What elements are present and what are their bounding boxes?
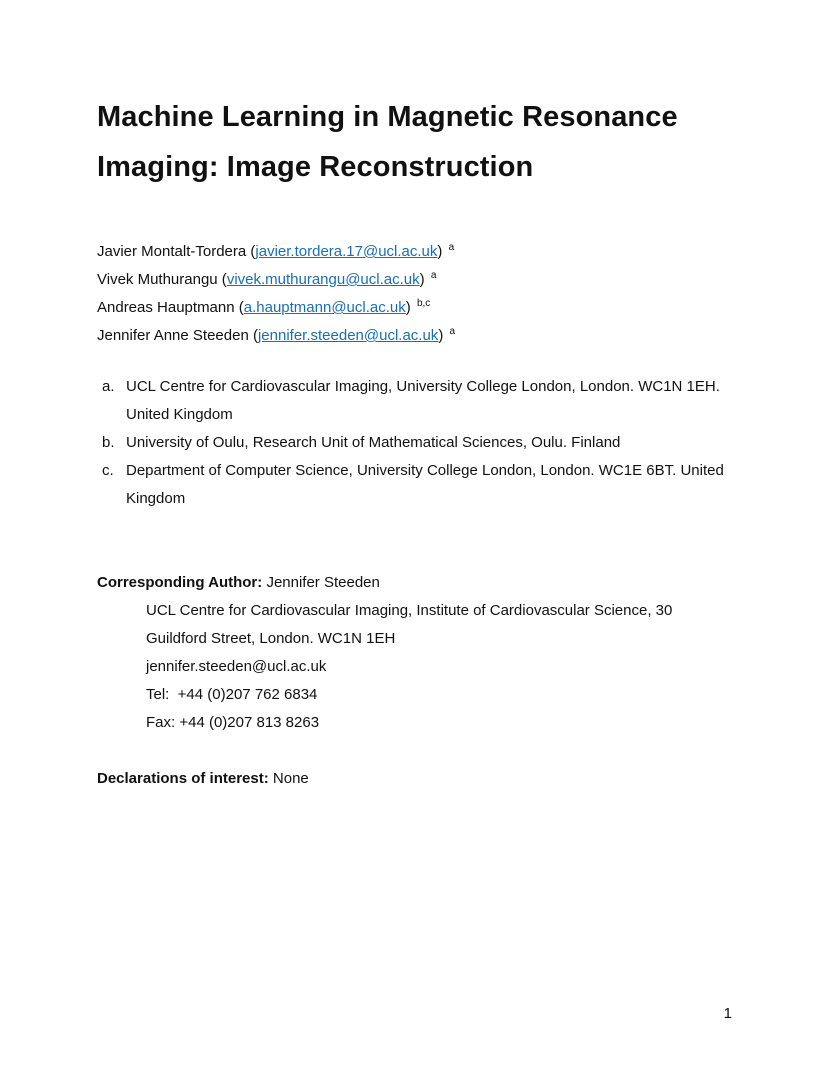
affiliation-text: UCL Centre for Cardiovascular Imaging, University College London, London. WC1N 1EH. United Kingdom bbox=[126, 378, 720, 423]
author-affiliation-marker: a bbox=[430, 270, 437, 281]
author-line: Vivek Muthurangu (vivek.muthurangu@ucl.ac.uk) $^a$ bbox=[97, 270, 437, 288]
declarations-label: Declarations of interest: bbox=[97, 770, 269, 787]
author-line: Jennifer Anne Steeden (jennifer.steeden@ucl.ac.uk) $^a$ bbox=[97, 326, 456, 344]
affiliation-text: Department of Computer Science, University College London, London. WC1E 6BT. United Kingdom bbox=[126, 462, 724, 507]
author-email-link[interactable]: a.hauptmann@ucl.ac.uk bbox=[243, 299, 406, 316]
corresponding-author-tel: Tel: +44 (0)207 762 6834 bbox=[146, 686, 318, 703]
corresponding-author-label: Corresponding Author: bbox=[97, 574, 263, 591]
affiliation-text: University of Oulu, Research Unit of Mathematical Sciences, Oulu. Finland bbox=[126, 434, 621, 451]
author-line: Javier Montalt-Tordera (javier.tordera.17@ucl.ac.uk) $^a$ bbox=[97, 242, 455, 260]
declarations-value: None bbox=[272, 770, 309, 787]
author-name: Vivek Muthurangu bbox=[97, 271, 218, 288]
affiliation-letter: b. bbox=[102, 434, 115, 451]
author-name: Jennifer Anne Steeden bbox=[97, 327, 249, 344]
affiliation-item bbox=[97, 373, 737, 429]
page-number: 1 bbox=[723, 1005, 732, 1022]
author-affiliation-marker: a bbox=[449, 326, 456, 337]
corresponding-author-address: UCL Centre for Cardiovascular Imaging, Institute of Cardiovascular Science, 30 Guildford Street, London. WC1N 1EH bbox=[146, 602, 673, 647]
author-list bbox=[97, 234, 455, 346]
author-affiliation-marker: b,c bbox=[416, 298, 431, 309]
declarations-of-interest bbox=[97, 765, 309, 793]
author-affiliation-marker: a bbox=[448, 242, 455, 253]
corresponding-author-details bbox=[97, 597, 737, 737]
affiliation-letter: a. bbox=[102, 378, 115, 395]
paper-title: Machine Learning in Magnetic Resonance Imaging: Image Reconstruction bbox=[97, 101, 678, 183]
corresponding-author-fax: Fax: +44 (0)207 813 8263 bbox=[146, 714, 320, 731]
author-name: Andreas Hauptmann bbox=[97, 299, 235, 316]
affiliation-item bbox=[97, 457, 737, 513]
author-email-link[interactable]: vivek.muthurangu@ucl.ac.uk bbox=[226, 271, 420, 288]
corresponding-author-heading bbox=[97, 569, 737, 597]
author-name: Javier Montalt-Tordera bbox=[97, 243, 247, 260]
corresponding-author-email: jennifer.steeden@ucl.ac.uk bbox=[146, 658, 327, 675]
author-email-link[interactable]: jennifer.steeden@ucl.ac.uk bbox=[257, 327, 439, 344]
author-email-link[interactable]: javier.tordera.17@ucl.ac.uk bbox=[255, 243, 438, 260]
author-line: Andreas Hauptmann (a.hauptmann@ucl.ac.uk) $^{b,c}$ bbox=[97, 298, 431, 316]
corresponding-author-name: Jennifer Steeden bbox=[266, 574, 380, 591]
corresponding-author-section bbox=[97, 569, 737, 737]
affiliation-list bbox=[97, 373, 737, 513]
affiliation-item bbox=[97, 429, 737, 457]
affiliation-letter: c. bbox=[102, 462, 114, 479]
